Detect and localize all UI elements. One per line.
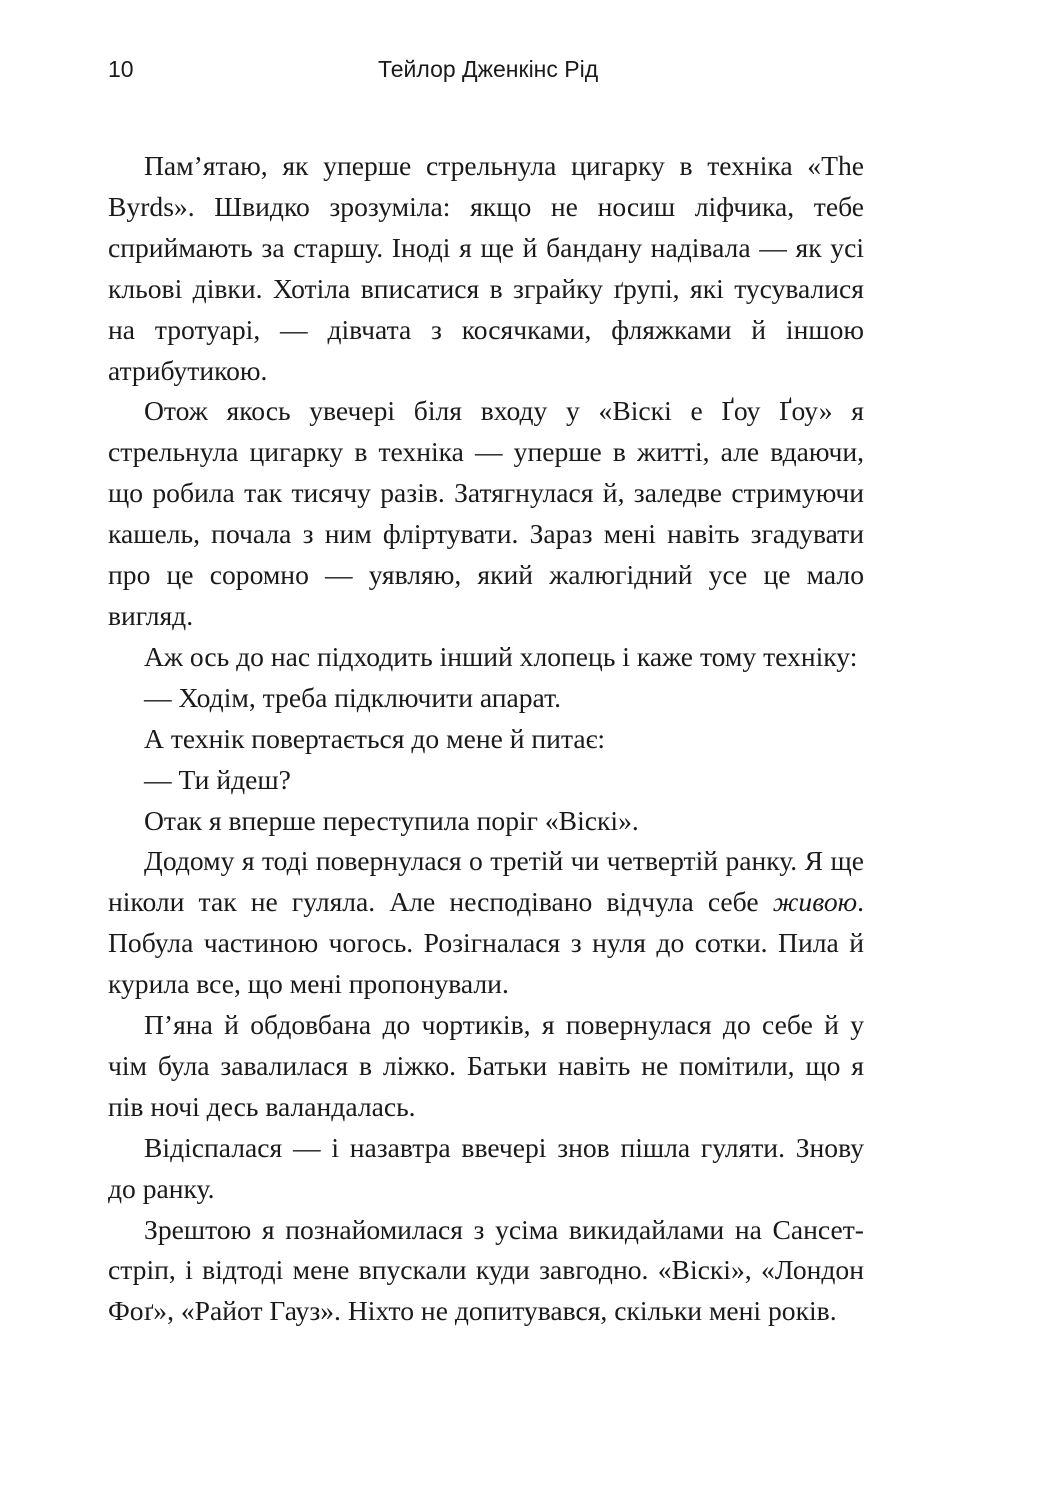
body-text [108,146,864,1332]
paragraph: Аж ось до нас підходить інший хлопець і каже тому техніку: [144,640,858,672]
paragraph-text: Додому я тоді повернулася о третій чи четвертій ранку. Я ще ніколи так не гуляла. Але несподівано відчула себе [108,845,864,918]
paragraph-with-emphasis [108,841,864,1005]
paragraph: П’яна й обдовбана до чортиків, я повернулася до себе й у чім була завалилася в ліжко. Батьки навіть не помітили, що я пів ночі десь валандалась. [108,1009,864,1122]
paragraph: А технік повертається до мене й питає: [144,722,606,754]
page-header [108,56,864,88]
page-number: 10 [108,56,134,82]
paragraph: — Ходім, треба підключити апарат. [144,681,561,713]
paragraph: Відіспалася — і назавтра ввечері знов пішла гуляти. Знову до ранку. [108,1131,864,1204]
paragraph: Отак я вперше переступила поріг «Віскі». [144,804,639,836]
running-title: Тейлор Дженкінс Рід [378,56,599,82]
paragraph: Отож якось увечері біля входу у «Віскі е Ґоу Ґоу» я стрельнула цигарку в техніка — уперше в житті, але вдаючи, що робила так тисячу разів. Затягнулася й, заледве стримуючи кашель, почала з ним фліртувати. Зараз мені навіть згадувати про це соромно — уявляю, який жалюгідний усе це мало вигляд. [108,395,864,631]
paragraph: — Ти йдеш? [144,763,291,795]
paragraph-text: . Побула частиною чогось. Розігналася з нуля до сотки. Пила й курила все, що мені пропонували. [108,886,864,1000]
paragraph: Пам’ятаю, як уперше стрельнула цигарку в техніка «The Byrds». Швидко зрозуміла: якщо не носиш ліфчика, тебе сприймають за старшу. Іноді я ще й бандану надівала — як усі кльові дівки. Хотіла вписатися в зграйку ґрупі, які тусувалися на тротуарі, — дівчата з косячками, фляжками й іншою атрибутикою. [108,150,864,386]
emphasis-text: живою [772,886,858,918]
paragraph: Зрештою я познайомилася з усіма викидайлами на Сансет-стріп, і відтоді мене впускали куди завгодно. «Віскі», «Лондон Фоґ», «Райот Гауз». Ніхто не допитувався, скільки мені років. [108,1213,864,1327]
